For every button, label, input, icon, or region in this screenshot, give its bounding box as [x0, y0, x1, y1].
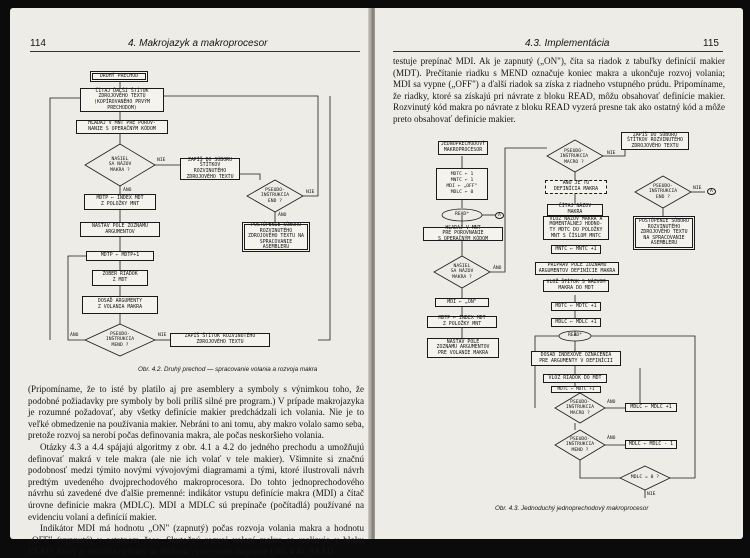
- flow-write-source-line: ZAPÍŠ DO SÚBORU ŠTÍTKOV ROZVINUTÉHO ZDROJOVÉHO TEXTU: [180, 158, 240, 180]
- connector-b: A: [707, 188, 716, 195]
- flow-end-decision-right: PSEUDO- INŠTRUKCIA END ?: [648, 184, 678, 200]
- flow-enter-mnt: VLOŽ NÁZOV MAKRA A MOMENTÁLNEJ HODNO- TY MDTC DO POLOŽKY MNT S ČÍSLOM MNTC: [543, 216, 609, 240]
- flow-mend-decision: PSEUDO- INŠTRUKCIA MEND ?: [105, 332, 135, 348]
- flow-enter-line: VLOŽ RIADOK DO MDT: [543, 374, 607, 383]
- flow-mdlc-inc-2: MDLC ← MDLC +1: [625, 403, 677, 412]
- flow-is-definition: ANO JE TO DEFINÍCIA MAKRA: [545, 180, 607, 194]
- label-yes-end: ÁNO: [278, 213, 287, 218]
- flow-mdtc-inc-2: MDTC ← MDTC +1: [551, 386, 601, 393]
- flow-setup-args: NASTAV POLE ZOZNAMU ARGUMENTOV: [80, 222, 160, 237]
- flow-start-druhy-prechod: DRUHÝ PRECHOD: [90, 71, 148, 82]
- body-text-left: [28, 384, 364, 558]
- label-yes: ÁNO: [123, 188, 132, 193]
- label-yes-macro2: ÁNO: [607, 400, 616, 405]
- flow-end-decision: PSEUDO- INŠTRUKCIA END ?: [260, 188, 290, 204]
- flow-macro-decision-2: PSEUDO- INŠTRUKCIA MACRO ?: [565, 400, 595, 416]
- flow-write-expanded: ZAPÍŠ ŠTÍTOK ROZVINUTÉHO ZDROJOVÉHO TEXTU: [170, 333, 270, 347]
- flow-init-counters: MDTC ← 1 MNTC ← 1 MDI ← „OFF" MDLC ← 0: [436, 168, 488, 200]
- label-no-end: NIE: [306, 190, 315, 195]
- label-no: NIE: [157, 158, 166, 163]
- label-no-macro: NIE: [607, 151, 616, 156]
- flow-mdlc-zero: MDLC = 0 ?: [630, 475, 660, 481]
- label-yes-mend: ÁNO: [70, 333, 79, 338]
- flow-mdtc-inc: MDTC ← MDTC +1: [551, 302, 601, 311]
- figure-caption-right: Obr. 4.3. Jednoduchý jednoprechodový makroprocesor: [495, 505, 649, 512]
- flow-substitute-args: DOSAĎ ARGUMENTY Z VOLANIA MAKRA: [82, 296, 158, 314]
- flow-mdi-on: MDI ← „ON": [435, 298, 489, 307]
- figure-caption-left: Obr. 4.2. Druhý prechod — spracovanie volania a rozvoja makra: [138, 366, 318, 373]
- flow-found-macro-decision: NAŠIEL SA NÁZOV MAKRA ?: [108, 157, 132, 173]
- paragraph-3: Indikátor MDI má hodnotu „ON" (zapnutý) počas rozvoja volania makra a hodnotu „OFF" (vypnutý) v ostatnom čase. Skutočný rozvoj volaní makra sa realizuje v bloku READ, ktorý je detailne opísaný na druhom vývojovom diagrame (obr. 4.4). READ: [28, 523, 364, 557]
- page-number-right: 115: [703, 38, 719, 49]
- flow-read-name: ČÍTAJ NÁZOV MAKRA: [547, 204, 603, 216]
- label-no-end-right: NIE: [693, 186, 702, 191]
- flow-search-mnt-right: HĽADAJ V MNT PRE POROVNANIE S OPERAČNÝM KÓDOM: [423, 227, 503, 241]
- page-number-left: 114: [30, 38, 46, 49]
- right-page: [375, 8, 743, 539]
- flow-mend-decision: PSEUDO- INŠTRUKCIA MEND ?: [565, 437, 595, 453]
- flow-write-right: ZAPÍŠ DO SÚBORU ŠTÍTKOV ROZVINUTÉHO ZDROJOVÉHO TEXTU: [621, 132, 689, 150]
- label-no-zero: NIE: [647, 492, 656, 497]
- flow-macro-decision: PSEUDO- INŠTRUKCIA MACRO ?: [559, 149, 589, 165]
- flow-subst-index: DOSAĎ INDEXOVÉ OZNAČENIA PRE ARGUMENTY V DEFINÍCII: [531, 351, 621, 366]
- paragraph-2: Otázky 4.3 a 4.4 spájajú algoritmy z obr. 4.1 a 4.2 do jedného prechodu a umožňujú definovať makrá v tele makra (ale nie ich volať v tele makier). Všimnite si značnú podobnosť medzi týmito novými vývojovými diagramami a tými, ktoré ilustrovali návrh predtým uvedeného dvojprechodového makroprocesora. Do tohto jednoprechodového návrhu sú zavedené dve ďalšie premenné: indikátor vstupu definície makra (MDI) a čítač úrovne definície makra (MDLC). MDI a MDLC sú prepínače (počítadlá) používané na evidenciu volaní a definícií makier.: [28, 441, 364, 522]
- label-no-mend: NIE: [158, 333, 167, 338]
- flow-prep-args: PRIPRAV POLE ZOZNAMU ARGUMENTOV DEFINÍCIE MAKRA: [535, 262, 619, 275]
- running-head-left: 4. Makrojazyk a makroprocesor: [128, 38, 268, 49]
- flow-pass-right: POSTÚPENIE SÚBORU ROZVINUTÉHO ZDROJOVÉHO TEXTU NA SPRACOVANIE ASEMBLERU: [633, 216, 695, 250]
- flow-mdtp-index: MDTP ← INDEX MDT Z POLOŽKY MNT: [84, 194, 156, 210]
- flow-mdlc-dec: MDLC ← MDLC - 1: [625, 440, 677, 449]
- flow-mdtp-increment: MDTP ← MDTP+1: [86, 251, 154, 261]
- left-page: [10, 8, 371, 557]
- paragraph-right: testuje prepínač MDI. Ak je zapnutý („ON"), číta sa riadok z tabuľky definícií makier (MDT). Prečítanie riadku s MEND označuje koniec makra a ukončuje rozvoj volania; MDI sa vypne („OFF") a ďalší riadok sa získa z riadneho vstupného prúdu. Pripomíname, že riadky, ktoré sa získajú pri návrate z bloku READ, môžu obsahovať definície makier. Rozvinutý kód makra po návrate z bloku READ vyzerá presne tak ako ostatný kód a môže preto obsahovať definície makier.: [393, 56, 725, 124]
- flow-take-line: ZOBER RIADOK Z MDT: [92, 270, 148, 286]
- flow-enter-name: VLOŽ ŠTÍTOK S NÁZVOM MAKRA DO MDT: [543, 280, 609, 292]
- flow-mdtp-right: MDTP ← INDEX MDT Z POLOŽKY MNT: [427, 316, 497, 328]
- flow-read-line: ČÍTAJ ĎALŠÍ ŠTÍTOK ZDROJOVÉHO TEXTU (KOPÍROVANÉHO PRVÝM PRECHODOM): [80, 88, 164, 112]
- flow-pass-to-assembler: POSTÚPENIE SÚBORU ROZVINUTÉHO ZDROJOVÉHO TEXTU NA SPRACOVANIE ASEMBLERU: [242, 222, 310, 252]
- connector-a: A: [495, 212, 504, 219]
- flow-found-macro-right: NAŠIEL SA NÁZOV MAKRA ?: [450, 264, 474, 280]
- paragraph-1: (Pripomíname, že to isté by platilo aj pre asemblery a symboly s výnimkou toho, že podobné požiadavky pre symboly by boli príliš silné pre program.) V prípade makrojazyka je rozumné požadovať, aby všetky definície makier predchádzali ich volania. Nie je to veľké obmedzenie na používania makier. Nebráni to ani tomu, aby makro volalo samo seba, pretože rozvoj sa nerobí počas definovania makra, ale počas neskoršieho volania.: [28, 384, 364, 441]
- flow-search-mnt: HĽADAJ V MNT PRE POROV- NANIE S OPERAČNÝM KÓDOM: [76, 120, 168, 134]
- flow-read2: READ*: [567, 333, 583, 339]
- flow-mntc-inc: MNTC ← MNTC +1: [551, 245, 601, 254]
- flow-read-right: READ*: [454, 212, 470, 218]
- running-head-right: 4.3. Implementácia: [525, 38, 610, 49]
- flow-start-jednoprechodovy: JEDNOPRECHODOVÝ MAKROPROCESOR: [438, 141, 488, 155]
- flow-mdlc-inc: MDLC ← MDLC +1: [551, 318, 601, 327]
- label-yes-right: ÁNO: [493, 266, 502, 271]
- label-yes-mend-right: ÁNO: [607, 436, 616, 441]
- flow-args-right: NASTAV POLE ZOZNAMU ARGUMENTOV PRE VOLANIE MAKRA: [427, 338, 499, 358]
